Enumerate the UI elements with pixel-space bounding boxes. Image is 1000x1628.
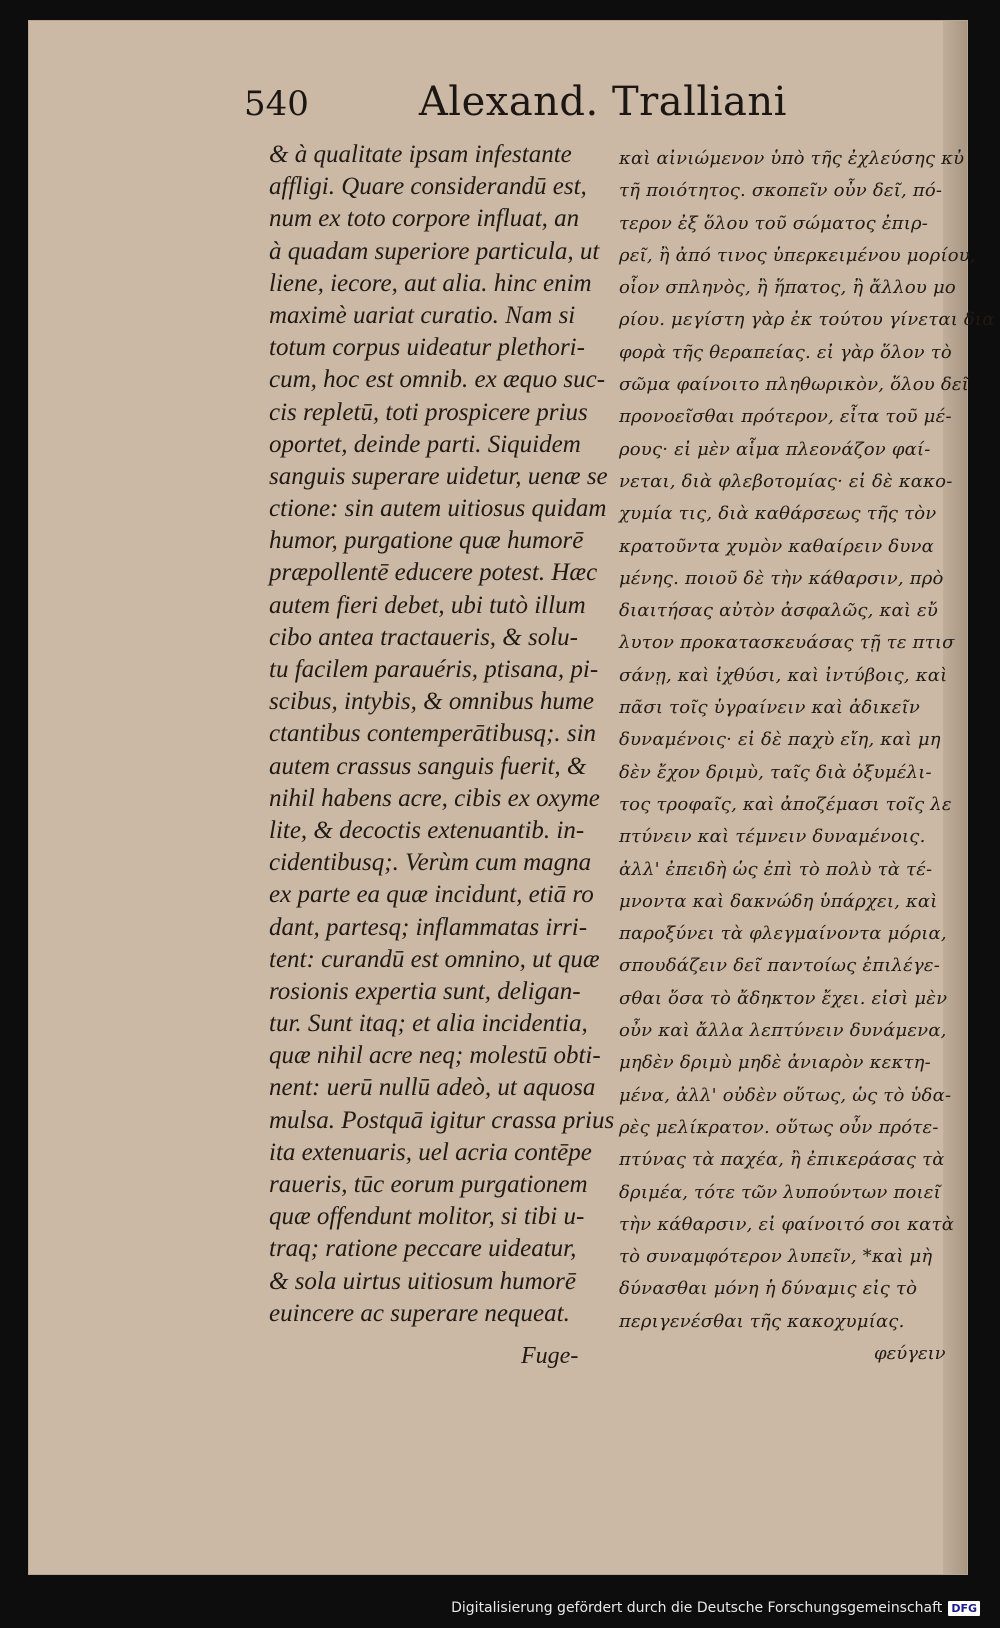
greek-text-line: δυναμένοις· εἰ δὲ παχὺ εἴη, καὶ μη xyxy=(619,729,941,751)
latin-text-line: tur. Sunt itaq; et alia incidentia, xyxy=(269,1010,588,1038)
greek-text-line: σῶμα φαίνοιτο πληθωρικὸν, ὅλου δεῖ xyxy=(619,374,970,396)
greek-text-line: διαιτήσας αὐτὸν ἀσφαλῶς, καὶ εὔ xyxy=(619,600,939,622)
greek-column xyxy=(619,143,995,1338)
greek-text-line: μνοντα καὶ δακνώδη ὑπάρχει, καὶ xyxy=(619,890,938,912)
latin-text-line: dant, partesq; inflammatas irri- xyxy=(269,913,588,941)
page-title: Alexand. Tralliani xyxy=(418,79,787,125)
latin-text-line: mulsa. Postquā igitur crassa prius xyxy=(269,1106,615,1134)
greek-text-line: ρὲς μελίκρατον. οὕτως οὖν πρότε- xyxy=(619,1116,939,1138)
latin-text-line: cis repletū, toti prospicere prius xyxy=(269,398,588,426)
greek-text-line: σπουδάζειν δεῖ παντοίως ἐπιλέγε- xyxy=(619,955,941,977)
latin-text-line: lite, & decoctis extenuantib. in- xyxy=(269,816,585,844)
greek-text-line: πτύνειν καὶ τέμνειν δυναμένοις. xyxy=(619,826,926,848)
greek-text-line: πᾶσι τοῖς ὑγραίνειν καὶ ἀδικεῖν xyxy=(619,697,920,719)
digitization-footer xyxy=(451,1596,980,1620)
running-head xyxy=(244,79,804,139)
greek-text-line: ρίου. μεγίστη γὰρ ἐκ τούτου γίνεται δια xyxy=(619,309,995,331)
latin-text-line: oportet, deinde parti. Siquidem xyxy=(269,430,581,458)
greek-text-line: σάνῃ, καὶ ἰχθύσι, καὶ ἰντύβοις, καὶ xyxy=(619,664,948,686)
latin-text-line: euincere ac superare nequeat. xyxy=(269,1299,570,1327)
greek-text-line: τερον ἐξ ὅλου τοῦ σώματος ἐπιρ- xyxy=(619,212,929,234)
greek-text-line: πτύνας τὰ παχέα, ἢ ἐπικεράσας τὰ xyxy=(619,1149,945,1171)
greek-text-line: ρους· εἰ μὲν αἷμα πλεονάζον φαί- xyxy=(619,438,931,460)
book-page xyxy=(28,20,995,1575)
greek-text-line: μένης. ποιοῦ δὲ τὴν κάθαρσιν, πρὸ xyxy=(619,567,944,589)
greek-text-line: τῆ ποιότητος. σκοπεῖν οὖν δεῖ, πό- xyxy=(619,180,943,202)
latin-text-line: nihil habens acre, cibis ex oxyme xyxy=(269,784,600,812)
greek-text-line: φορὰ τῆς θεραπείας. εἰ γὰρ ὅλον τὸ xyxy=(619,341,952,363)
greek-text-line: σθαι ὅσα τὸ ἄδηκτον ἔχει. εἰσὶ μὲν xyxy=(619,987,948,1009)
greek-text-line: χυμία τις, διὰ καθάρσεως τῆς τὸν xyxy=(619,503,937,525)
latin-text-line: quæ offendunt molitor, si tibi u- xyxy=(269,1203,585,1231)
greek-text-line: δὲν ἔχον δριμὺ, ταῖς διὰ ὀξυμέλι- xyxy=(619,761,932,783)
latin-text-line: autem crassus sanguis fuerit, & xyxy=(269,752,587,780)
latin-column xyxy=(269,139,615,1330)
latin-text-line: humor, purgatione quæ humorē xyxy=(269,527,584,555)
latin-text-line: raueris, tūc eorum purgationem xyxy=(269,1171,588,1198)
greek-text-line: δριμέα, τότε τῶν λυπούντων ποιεῖ xyxy=(619,1181,941,1203)
latin-text-line: num ex toto corpore influat, an xyxy=(269,205,580,233)
greek-text-line: παροξύνει τὰ φλεγμαίνοντα μόρια, xyxy=(619,923,947,945)
greek-text-line: περιγενέσθαι τῆς κακοχυμίας. xyxy=(619,1310,905,1332)
latin-text-line: cibo antea tractaueris, & solu- xyxy=(269,623,578,651)
greek-text-line: οὖν καὶ ἄλλα λεπτύνειν δυνάμενα, xyxy=(619,1020,947,1042)
greek-text-line: τὸ συναμφότερον λυπεῖν, *καὶ μὴ xyxy=(619,1246,933,1268)
greek-catchword: φεύγειν xyxy=(874,1343,946,1364)
latin-text-line: liene, iecore, aut alia. hinc enim xyxy=(269,269,592,297)
greek-text-line: καὶ αἰνιώμενον ὑπὸ τῆς ἐχλεύσης κὐ xyxy=(619,148,965,169)
greek-text-line: ρεῖ, ἢ ἀπό τινος ὑπερκειμένου μορίου, xyxy=(619,244,976,266)
greek-text-line: λυτον προκατασκευάσας τῇ τε πτισ xyxy=(619,632,955,654)
latin-text-line: cidentibusq;. Verùm cum magna xyxy=(269,849,592,877)
latin-text-line: nent: uerū nullū adeò, ut aquosa xyxy=(269,1074,596,1102)
latin-text-line: traq; ratione peccare uideatur, xyxy=(269,1235,577,1263)
latin-text-line: à quadam superiore particula, ut xyxy=(269,237,600,265)
greek-text-line: οἷον σπληνὸς, ἢ ἥπατος, ἢ ἄλλου μο xyxy=(619,277,956,299)
latin-text-line: tu facilem parauéris, ptisana, pi- xyxy=(269,656,599,683)
greek-text-line: τὴν κάθαρσιν, εἰ φαίνοιτό σοι κατὰ xyxy=(619,1213,955,1235)
greek-text-line: δύνασθαι μόνη ἡ δύναμις εἰς τὸ xyxy=(619,1278,918,1300)
greek-text-line: μηδὲν δριμὺ μηδὲ ἀνιαρὸν κεκτη- xyxy=(619,1052,931,1074)
greek-text-line: νεται, διὰ φλεβοτομίας· εἰ δὲ κακο- xyxy=(619,470,953,492)
page-number: 540 xyxy=(244,84,309,124)
latin-text-line: autem fieri debet, ubi tutò illum xyxy=(269,591,586,619)
latin-text-line: sanguis superare uidetur, uenæ se xyxy=(269,462,608,490)
latin-text-line: maximè uariat curatio. Nam si xyxy=(269,301,576,329)
latin-text-line: ctantibus contemperātibusq;. sin xyxy=(269,720,597,748)
latin-text-line: cum, hoc est omnib. ex æquo suc- xyxy=(269,366,606,394)
latin-text-line: præpollentē educere potest. Hæc xyxy=(269,559,598,587)
latin-text-line: quæ nihil acre neq; molestū obti- xyxy=(269,1042,601,1070)
latin-text-line: ctione: sin autem uitiosus quidam xyxy=(269,495,607,523)
latin-text-line: ita extenuaris, uel acria contēpe xyxy=(269,1138,592,1166)
latin-text-line: rosionis expertia sunt, deligan- xyxy=(269,977,581,1005)
latin-text-line: ex parte ea quæ incidunt, etiā ro xyxy=(269,881,594,909)
greek-text-line: μένα, ἀλλ' οὐδὲν οὕτως, ὡς τὸ ὑδα- xyxy=(619,1084,952,1106)
funding-credit: Digitalisierung gefördert durch die Deutsche Forschungsgemeinschaft xyxy=(451,1600,943,1616)
latin-text-line: & sola uirtus uitiosum humorē xyxy=(269,1267,576,1295)
latin-text-line: affligi. Quare considerandū est, xyxy=(269,173,587,201)
latin-text-line: tent: curandū est omnino, ut quæ xyxy=(269,945,600,973)
greek-text-line: ἀλλ' ἐπειδὴ ὡς ἐπὶ τὸ πολὺ τὰ τέ- xyxy=(619,858,933,880)
latin-text-line: scibus, intybis, & omnibus hume xyxy=(269,688,594,716)
greek-text-line: κρατοῦντα χυμὸν καθαίρειν δυνα xyxy=(619,535,934,557)
latin-text-line: totum corpus uideatur plethori- xyxy=(269,334,585,362)
latin-catchword: Fuge- xyxy=(521,1343,579,1369)
greek-text-line: προνοεῖσθαι πρότερον, εἶτα τοῦ μέ- xyxy=(619,406,952,428)
latin-text-line: & à qualitate ipsam infestante xyxy=(269,141,572,168)
dfg-logo: DFG xyxy=(948,1601,980,1616)
greek-text-line: τος τροφαῖς, καὶ ἀποζέμασι τοῖς λε xyxy=(619,793,952,815)
